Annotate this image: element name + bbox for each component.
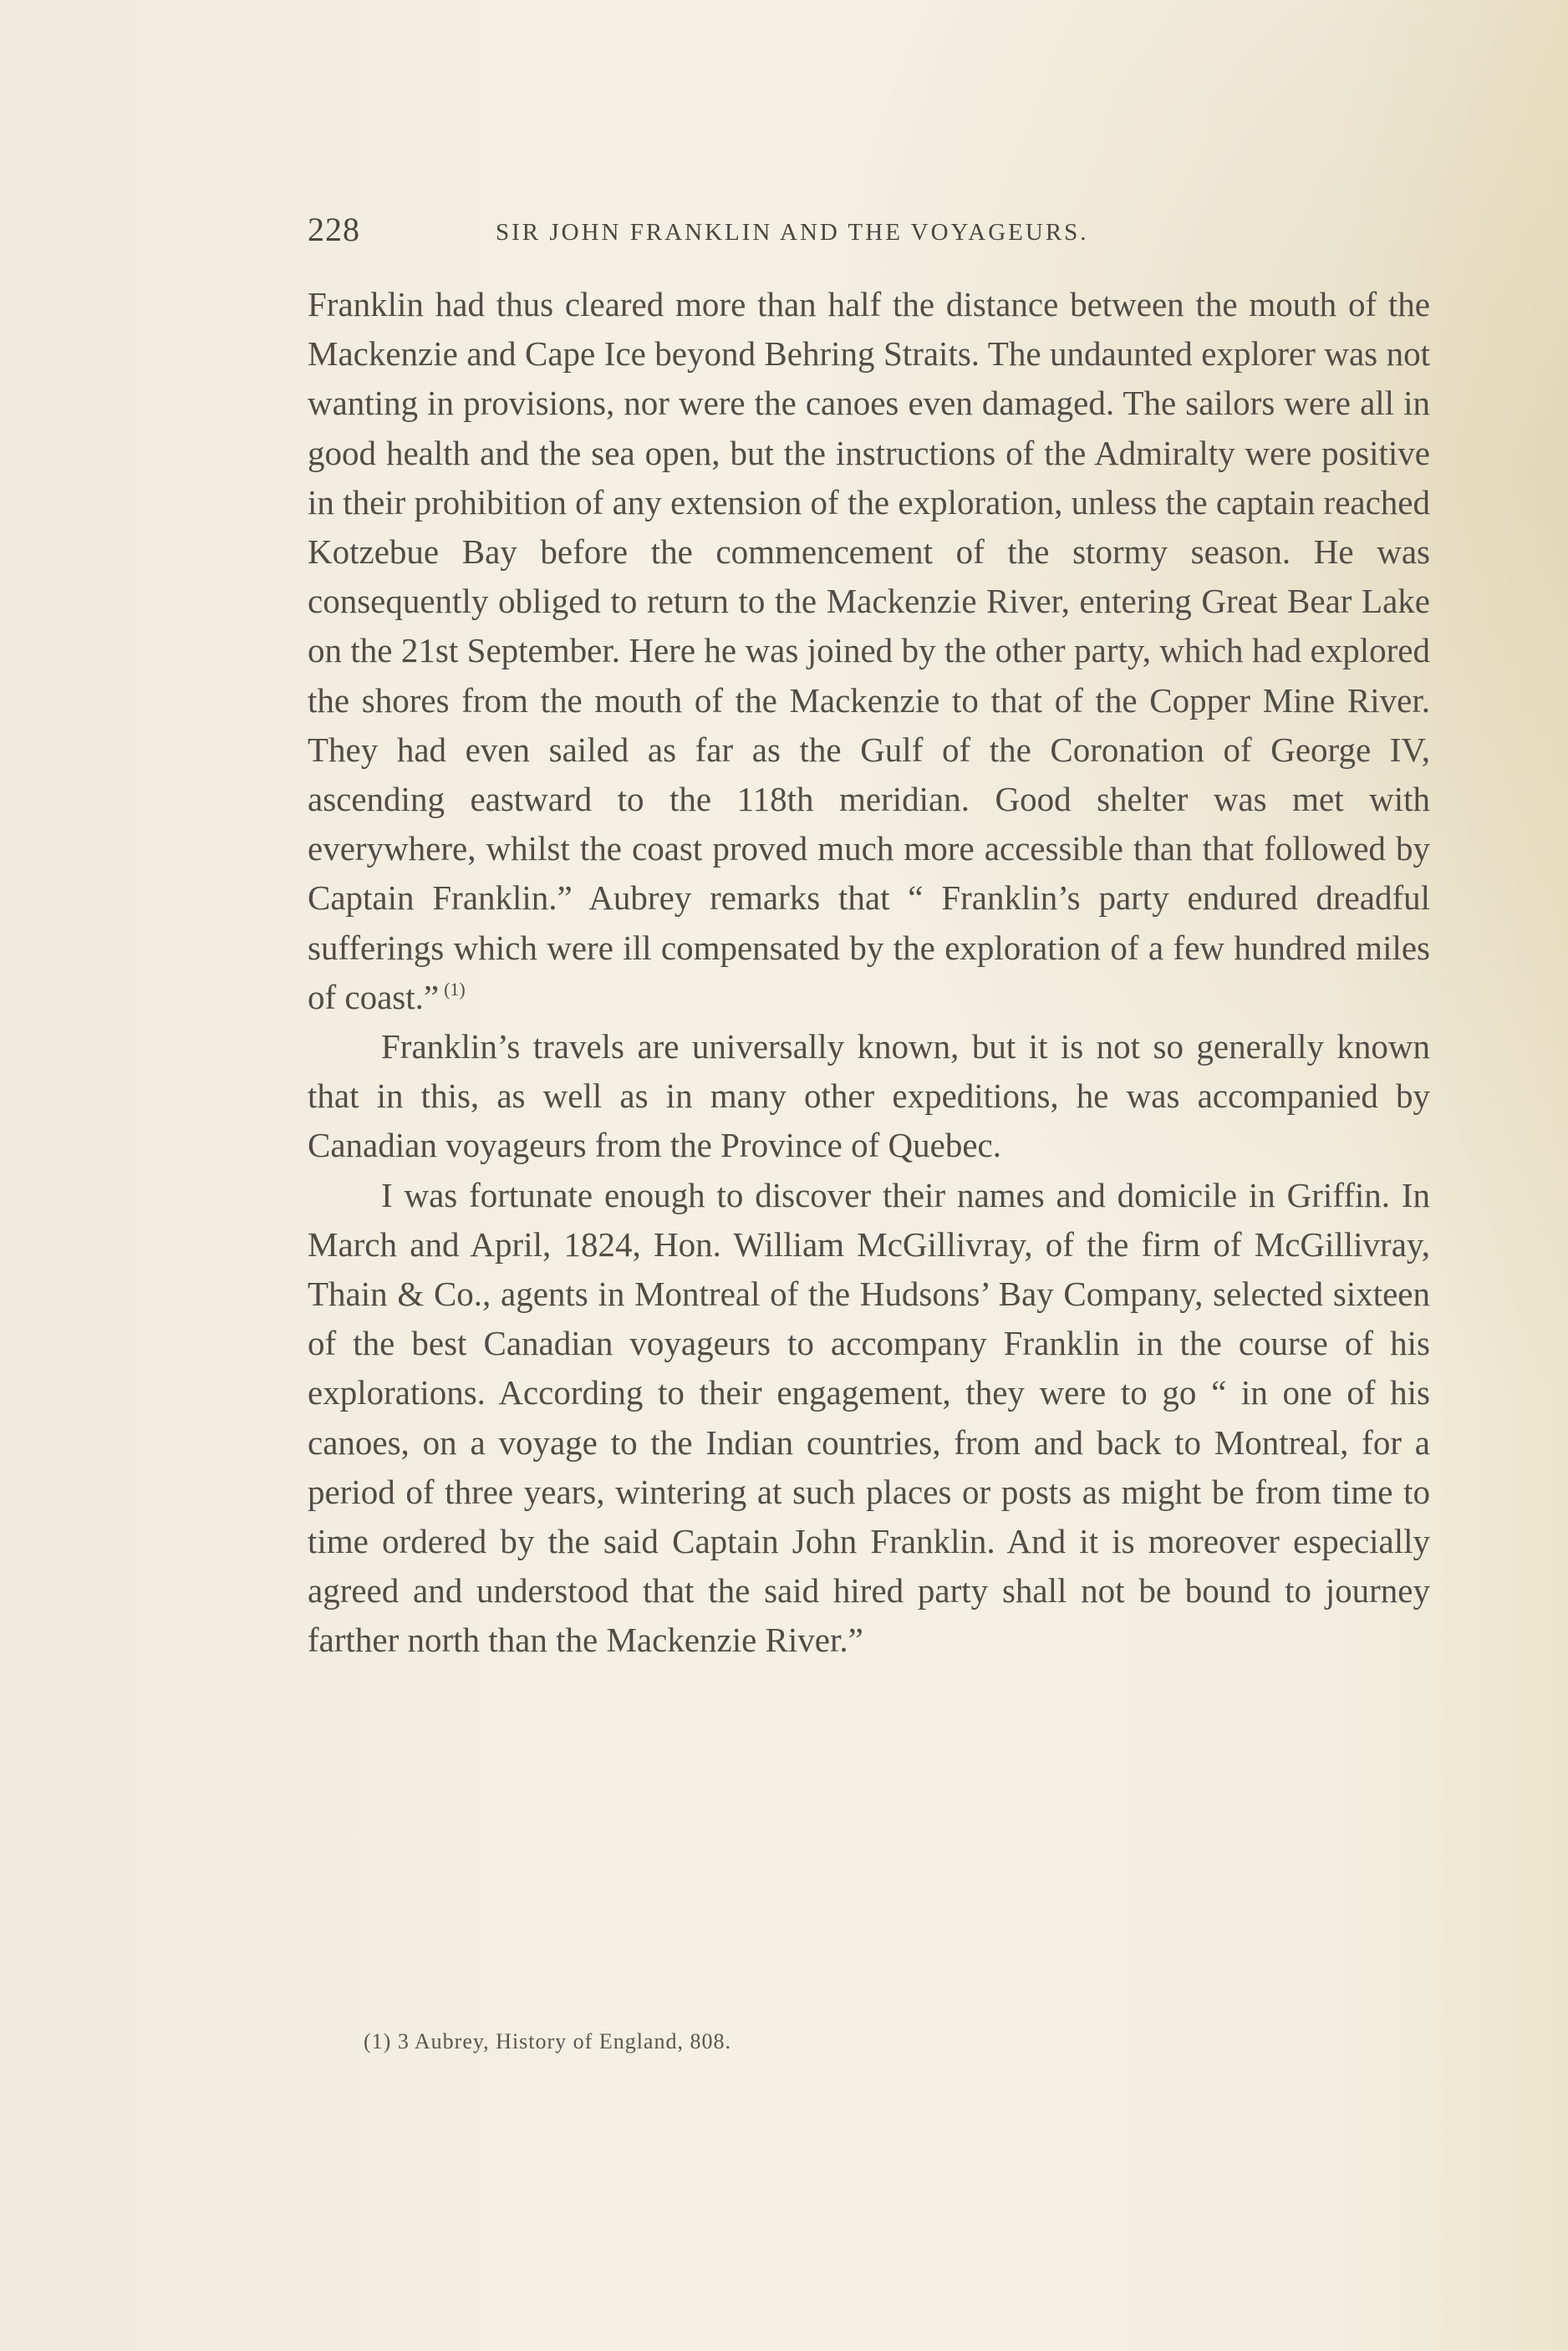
running-head-title: SIR JOHN FRANKLIN AND THE VOYAGEURS. <box>496 219 1089 246</box>
page-number: 228 <box>308 211 360 248</box>
paragraph-3: I was fortunate enough to discover their names and domicile in Griffin. In March and April, 1824, Hon. William McGillivray, of the firm of McGillivray, Thain & Co., agents in Montreal of the Hudsons’ Bay Company, selected sixteen of the best Canadian voyageurs to accompany Franklin in the course of his explorations. According to their engagement, they were to go “ in one of his canoes, on a voyage to the Indian countries, from and back to Montreal, for a period of three years, wintering at such places or posts as might be from time to time ordered by the said Captain John Franklin. And it is moreover especially agreed and understood that the said hired party shall not be bound to journey farther north than the Mackenzie River.” <box>308 1175 1430 1660</box>
body-text <box>308 280 1430 1666</box>
footnote-reference: (1) <box>444 978 466 1000</box>
paragraph-1-text: Franklin had thus cleared more than half the distance between the mouth of the Mackenzie and Cape Ice beyond Behring Straits. The undaunted explorer was not wanting in provisions, nor were the canoes even damaged. The sailors were all in good health and the sea open, but the instructions of the Admiralty were positive in their prohibition of any extension of the exploration, unless the captain reached Kotzebue Bay before the commencement of the stormy season. He was consequently obliged to return to the Mackenzie River, entering Great Bear Lake on the 21st September. Here he was joined by the other party, which had explored the shores from the mouth of the Mackenzie to that of the Copper Mine River. They had even sailed as far as the Gulf of the Coronation of George IV, ascending eastward to the 118th meridian. Good shelter was met with everywhere, whilst the coast proved much more accessible than that followed by Captain Franklin.” Aubrey remarks that “ Franklin’s party endured dreadful sufferings which were ill compensated by the exploration of a few hundred miles of coast.” <box>308 285 1430 1016</box>
paragraph-2: Franklin’s travels are universally known, but it is not so generally known that in this, as well as in many other expeditions, he was accompanied by Canadian voyageurs from the Province of Quebec. <box>308 1027 1430 1165</box>
running-head <box>308 213 1277 247</box>
footnote: (1) 3 Aubrey, History of England, 808. <box>364 2029 731 2053</box>
paragraph-1 <box>308 280 1430 1022</box>
